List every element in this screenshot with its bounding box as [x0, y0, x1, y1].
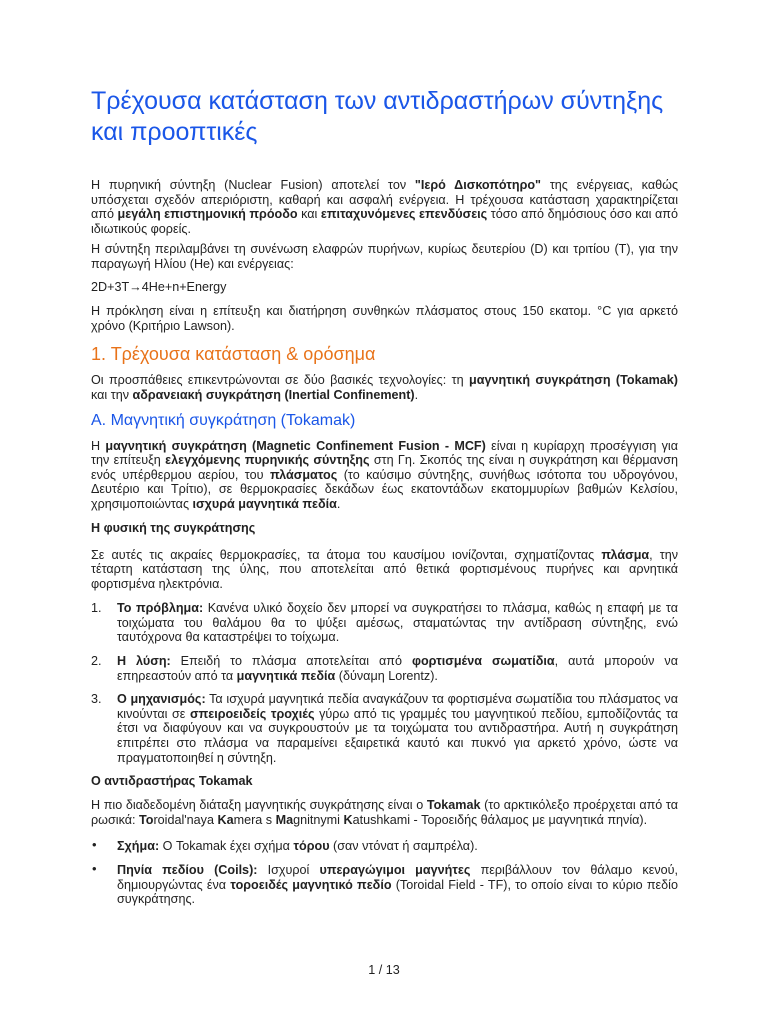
physics-paragraph: Σε αυτές τις ακραίες θερμοκρασίες, τα άτομα του καυσίμου ιονίζονται, σχηματίζοντας πλάσμα, την τέταρτη κατάσταση της ύλης, που αποτελείται από θετικά φορτισμένους πυρήνες και αρνητικά φορτισμένα ηλεκτρόνια. [91, 547, 678, 591]
physics-heading: Η φυσική της συγκράτησης [91, 520, 256, 535]
page-number: 1 / 13 [368, 963, 400, 977]
intro-paragraph-3: Η πρόκληση είναι η επίτευξη και διατήρηση συνθηκών πλάσματος στους 150 εκατομ. °C για αρκετό χρόνο (Κριτήριο Lawson). [91, 304, 678, 333]
bullet-icon: • [92, 861, 97, 876]
fusion-equation: 2D+3T→4He+n+Energy [91, 279, 227, 294]
bullet-icon: • [92, 837, 97, 853]
page-content [91, 86, 678, 907]
list-item: 3. Ο μηχανισμός: Τα ισχυρά μαγνητικά πεδία αναγκάζουν τα φορτισμένα σωματίδια του πλάσματος να κινούνται σε σπειροειδείς τροχιές γύρω από τις γραμμές του μαγνητικού πεδίου, εμποδίζοντάς τα έτσι να διαφύγουν και να συγκρουστούν με τα τοιχώματα του αντιδραστήρα. Αυτή η συγκράτηση επιτρέπει στο πλάσμα να παραμείνει εξαιρετικά καυτό και πυκνό για αρκετό χρόνο, ώστε να πραγματοποιηθεί η σύντηξη. [91, 692, 679, 765]
intro-paragraph-1: Η πυρηνική σύντηξη (Nuclear Fusion) αποτελεί τον "Ιερό Δισκοπότηρο" της ενέργειας, καθώς υπόσχεται σχεδόν απεριόριστη, καθαρή και ασφαλή ενέργεια. Η τρέχουσα κατάσταση χαρακτηρίζεται από μεγάλη επιστημονική πρόοδο και επιταχυνόμενες επενδύσεις τόσο από δημόσιους όσο και από ιδιωτικούς φορείς. [91, 178, 679, 236]
list-item: 1. Το πρόβλημα: Κανένα υλικό δοχείο δεν μπορεί να συγκρατήσει το πλάσμα, καθώς η επαφή με τα τοιχώματα του θαλάμου θα το ψύξει αμέσως, σταματώντας την αντίδραση σύντηξης, ενώ ταυτόχρονα θα καταστρέψει το τοίχωμα. [91, 601, 678, 645]
section-a-paragraph: Η μαγνητική συγκράτηση (Magnetic Confinement Fusion - MCF) είναι η κυρίαρχη προσέγγιση για την επίτευξη ελεγχόμενης πυρηνικής σύντηξης στη Γη. Σκοπός της είναι η συγκράτηση και θέρμανση ενός υπέρθερμου αερίου, του πλάσματος (το καύσιμο σύντηξης, συνήθως ισότοπα του υδρογόνου, Δευτέριο και Τρίτιο), σε θερμοκρασίες δεκάδων έως εκατοντάδων εκατομμυρίων βαθμών Κελσίου, χρησιμοποιώντας ισχυρά μαγνητικά πεδία. [91, 438, 679, 511]
list-item: • Σχήμα: Ο Tokamak έχει σχήμα τόρου (σαν ντόνατ ή σαμπρέλα). [92, 837, 478, 854]
tokamak-bullet-list [91, 839, 678, 906]
intro-paragraph-2: Η σύντηξη περιλαμβάνει τη συνένωση ελαφρών πυρήνων, κυρίως δευτερίου (D) και τριτίου (T), για την παραγωγή Ηλίου (He) και ενέργειας: [91, 242, 678, 271]
physics-numbered-list [91, 601, 678, 765]
page-title: Τρέχουσα κατάσταση των αντιδραστήρων σύντηξης και προοπτικές [91, 87, 664, 146]
section-a-heading: Α. Μαγνητική συγκράτηση (Tokamak) [91, 411, 356, 429]
tokamak-paragraph: Η πιο διαδεδομένη διάταξη μαγνητικής συγκράτησης είναι ο Tokamak (το αρκτικόλεξο προέρχεται από τα ρωσικά: Toroidal'naya Kamera s Magnitnymi Katushkami - Τοροειδής θάλαμος με μαγνητικά πηνία). [91, 798, 678, 827]
list-item: • Πηνία πεδίου (Coils): Ισχυροί υπεραγώγιμοι μαγνήτες περιβάλλουν τον θάλαμο κενού, δημιουργώντας ένα τοροειδές μαγνητικό πεδίο (Toroidal Field - TF), το οποίο είναι το κύριο πεδίο συγκράτησης. [92, 861, 679, 907]
tokamak-heading: Ο αντιδραστήρας Tokamak [91, 774, 253, 789]
section-1-paragraph: Οι προσπάθειες επικεντρώνονται σε δύο βασικές τεχνολογίες: τη μαγνητική συγκράτηση (Tokamak) και την αδρανειακή συγκράτηση (Inertial Confinement). [91, 373, 678, 402]
section-1-heading: 1. Τρέχουσα κατάσταση & ορόσημα [91, 344, 376, 365]
list-item: 2. Η λύση: Επειδή το πλάσμα αποτελείται από φορτισμένα σωματίδια, αυτά μπορούν να επηρεαστούν από τα μαγνητικά πεδία (δύναμη Lorentz). [91, 654, 678, 683]
